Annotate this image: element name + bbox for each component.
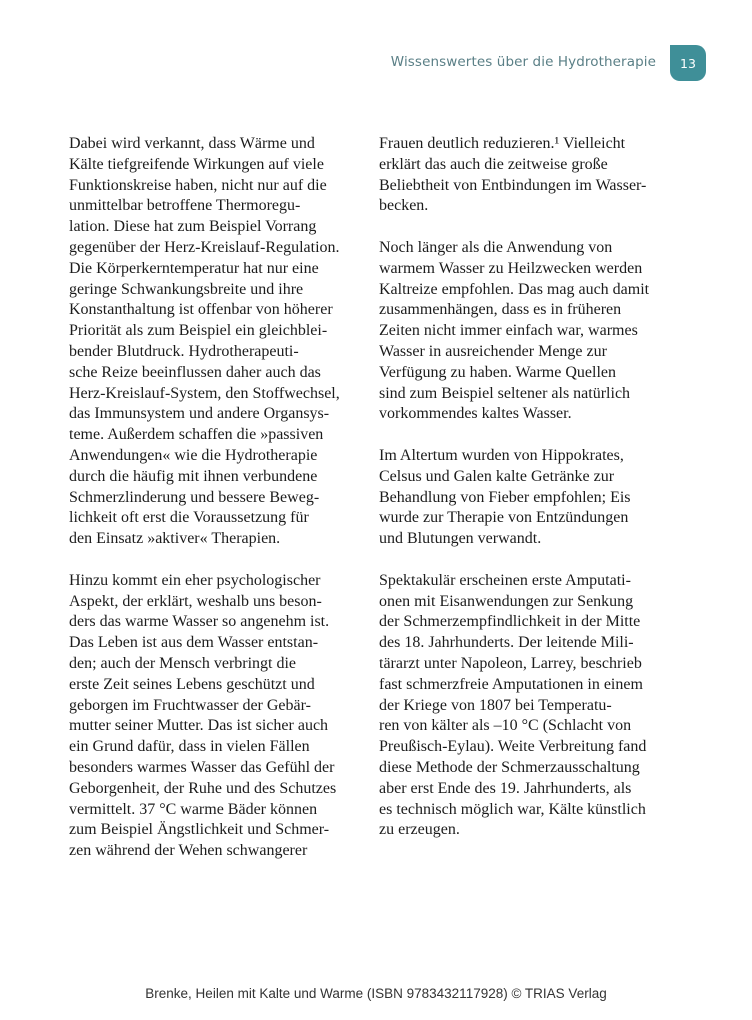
paragraph xyxy=(379,446,679,550)
text-line: ren von kälter als –10 °C (Schlacht von xyxy=(379,717,632,735)
text-line: Frauen deutlich reduzieren.¹ Vielleicht xyxy=(379,135,626,152)
text-line: Herz-Kreislauf-System, den Stoffwechsel, xyxy=(69,384,340,402)
text-line: sind zum Beispiel seltener als natürlich xyxy=(379,384,631,402)
text-line: fast schmerzfreie Amputationen in einem xyxy=(379,675,643,693)
text-line: Celsus und Galen kalte Getränke zur xyxy=(379,467,615,485)
text-line: lation. Diese hat zum Beispiel Vorrang xyxy=(69,218,317,236)
text-line: Kälte tiefgreifende Wirkungen auf viele xyxy=(69,155,324,173)
text-line: Die Körperkerntemperatur hat nur eine xyxy=(69,259,319,277)
text-line: diese Methode der Schmerzausschaltung xyxy=(379,758,640,776)
text-line: Aspekt, der erklärt, weshalb uns beson- xyxy=(69,592,322,610)
text-line: Funktionskreise haben, nicht nur auf die xyxy=(69,176,327,194)
text-line: geborgen im Fruchtwasser der Gebär- xyxy=(69,696,311,714)
left-column xyxy=(69,134,369,883)
text-line: bender Blutdruck. Hydrotherapeuti- xyxy=(69,342,299,360)
text-line: erste Zeit seines Lebens geschützt und xyxy=(69,675,315,693)
text-line: Verfügung zu haben. Warme Quellen xyxy=(379,363,616,381)
text-line: ders das warme Wasser so angenehm ist. xyxy=(69,613,330,631)
text-line: sche Reize beeinflussen daher auch das xyxy=(69,363,321,381)
text-line: Dabei wird verkannt, dass Wärme und xyxy=(69,135,315,152)
text-line: wurde zur Therapie von Entzündungen xyxy=(379,509,629,527)
text-line: vermittelt. 37 °C warme Bäder können xyxy=(69,800,318,818)
text-line: lichkeit oft erst die Voraussetzung für xyxy=(69,509,309,527)
text-line: Zeiten nicht immer einfach war, warmes xyxy=(379,322,638,340)
paragraph xyxy=(379,134,679,217)
paragraph xyxy=(69,571,369,862)
text-line: warmem Wasser zu Heilzwecken werden xyxy=(379,259,643,277)
text-line: Wasser in ausreichender Menge zur xyxy=(379,342,607,360)
text-line: den Einsatz »aktiver« Therapien. xyxy=(69,530,281,548)
text-line: Geborgenheit, der Ruhe und des Schutzes xyxy=(69,779,337,797)
text-line: Anwendungen« wie die Hydrotherapie xyxy=(69,446,318,464)
text-line: zusammenhängen, dass es in früheren xyxy=(379,301,622,319)
text-line: zu erzeugen. xyxy=(379,821,460,839)
text-line: der Kriege von 1807 bei Temperatu- xyxy=(379,696,612,714)
text-line: Schmerzlinderung und bessere Beweg- xyxy=(69,488,320,506)
text-line: besonders warmes Wasser das Gefühl der xyxy=(69,758,335,776)
text-line: Hinzu kommt ein eher psychologischer xyxy=(69,571,321,589)
page-number: 13 xyxy=(680,55,696,71)
text-line: vorkommendes kaltes Wasser. xyxy=(379,405,572,423)
paragraph xyxy=(379,238,679,425)
paragraph xyxy=(69,134,369,550)
text-line: onen mit Eisanwendungen zur Senkung xyxy=(379,592,634,610)
text-line: Das Leben ist aus dem Wasser entstan- xyxy=(69,634,319,652)
text-line: Preußisch-Eylau). Weite Verbreitung fand xyxy=(379,738,647,756)
text-line: den; auch der Mensch verbringt die xyxy=(69,654,297,672)
text-line: teme. Außerdem schaffen die »passiven xyxy=(69,426,324,444)
text-line: der Schmerzempfindlichkeit in der Mitte xyxy=(379,613,641,631)
text-line: Beliebtheit von Entbindungen im Wasser- xyxy=(379,176,647,194)
text-line: Kaltreize empfohlen. Das mag auch damit xyxy=(379,280,650,298)
text-line: mutter seiner Mutter. Das ist sicher auch xyxy=(69,717,329,735)
text-line: Konstanthaltung ist offenbar von höherer xyxy=(69,301,333,319)
text-line: Im Altertum wurden von Hippokrates, xyxy=(379,446,624,464)
text-line: zen während der Wehen schwangerer xyxy=(69,842,308,860)
page-number-tab xyxy=(670,45,706,81)
text-line: zum Beispiel Ängstlichkeit und Schmer- xyxy=(69,821,330,839)
text-line: geringe Schwankungsbreite und ihre xyxy=(69,280,304,298)
text-line: tärarzt unter Napoleon, Larrey, beschrieb xyxy=(379,654,642,672)
paragraph xyxy=(379,571,679,841)
text-line: Priorität als zum Beispiel ein gleichblei- xyxy=(69,322,328,340)
text-line: unmittelbar betroffene Thermoregu- xyxy=(69,197,301,215)
right-column xyxy=(379,134,679,862)
text-line: aber erst Ende des 19. Jahrhunderts, als xyxy=(379,779,632,797)
text-line: des 18. Jahrhunderts. Der leitende Mili- xyxy=(379,634,634,652)
text-line: erklärt das auch die zeitweise große xyxy=(379,155,608,173)
text-line: Behandlung von Fieber empfohlen; Eis xyxy=(379,488,631,506)
text-line: durch die häufig mit ihnen verbundene xyxy=(69,467,318,485)
text-line: gegenüber der Herz-Kreislauf-Regulation. xyxy=(69,238,340,256)
text-line: und Blutungen verwandt. xyxy=(379,530,542,548)
text-line: das Immunsystem und andere Organsys- xyxy=(69,405,330,423)
text-line: es technisch möglich war, Kälte künstlich xyxy=(379,800,646,818)
text-line: ein Grund dafür, dass in vielen Fällen xyxy=(69,738,310,756)
footer-citation: Brenke, Heilen mit Kalte und Warme (ISBN 9783432117928) © TRIAS Verlag xyxy=(145,986,607,1001)
text-line: Spektakulär erscheinen erste Amputati- xyxy=(379,571,631,589)
text-line: Noch länger als die Anwendung von xyxy=(379,238,613,256)
header-title: Wissenswertes über die Hydrotherapie xyxy=(390,54,656,70)
text-line: becken. xyxy=(379,197,429,215)
